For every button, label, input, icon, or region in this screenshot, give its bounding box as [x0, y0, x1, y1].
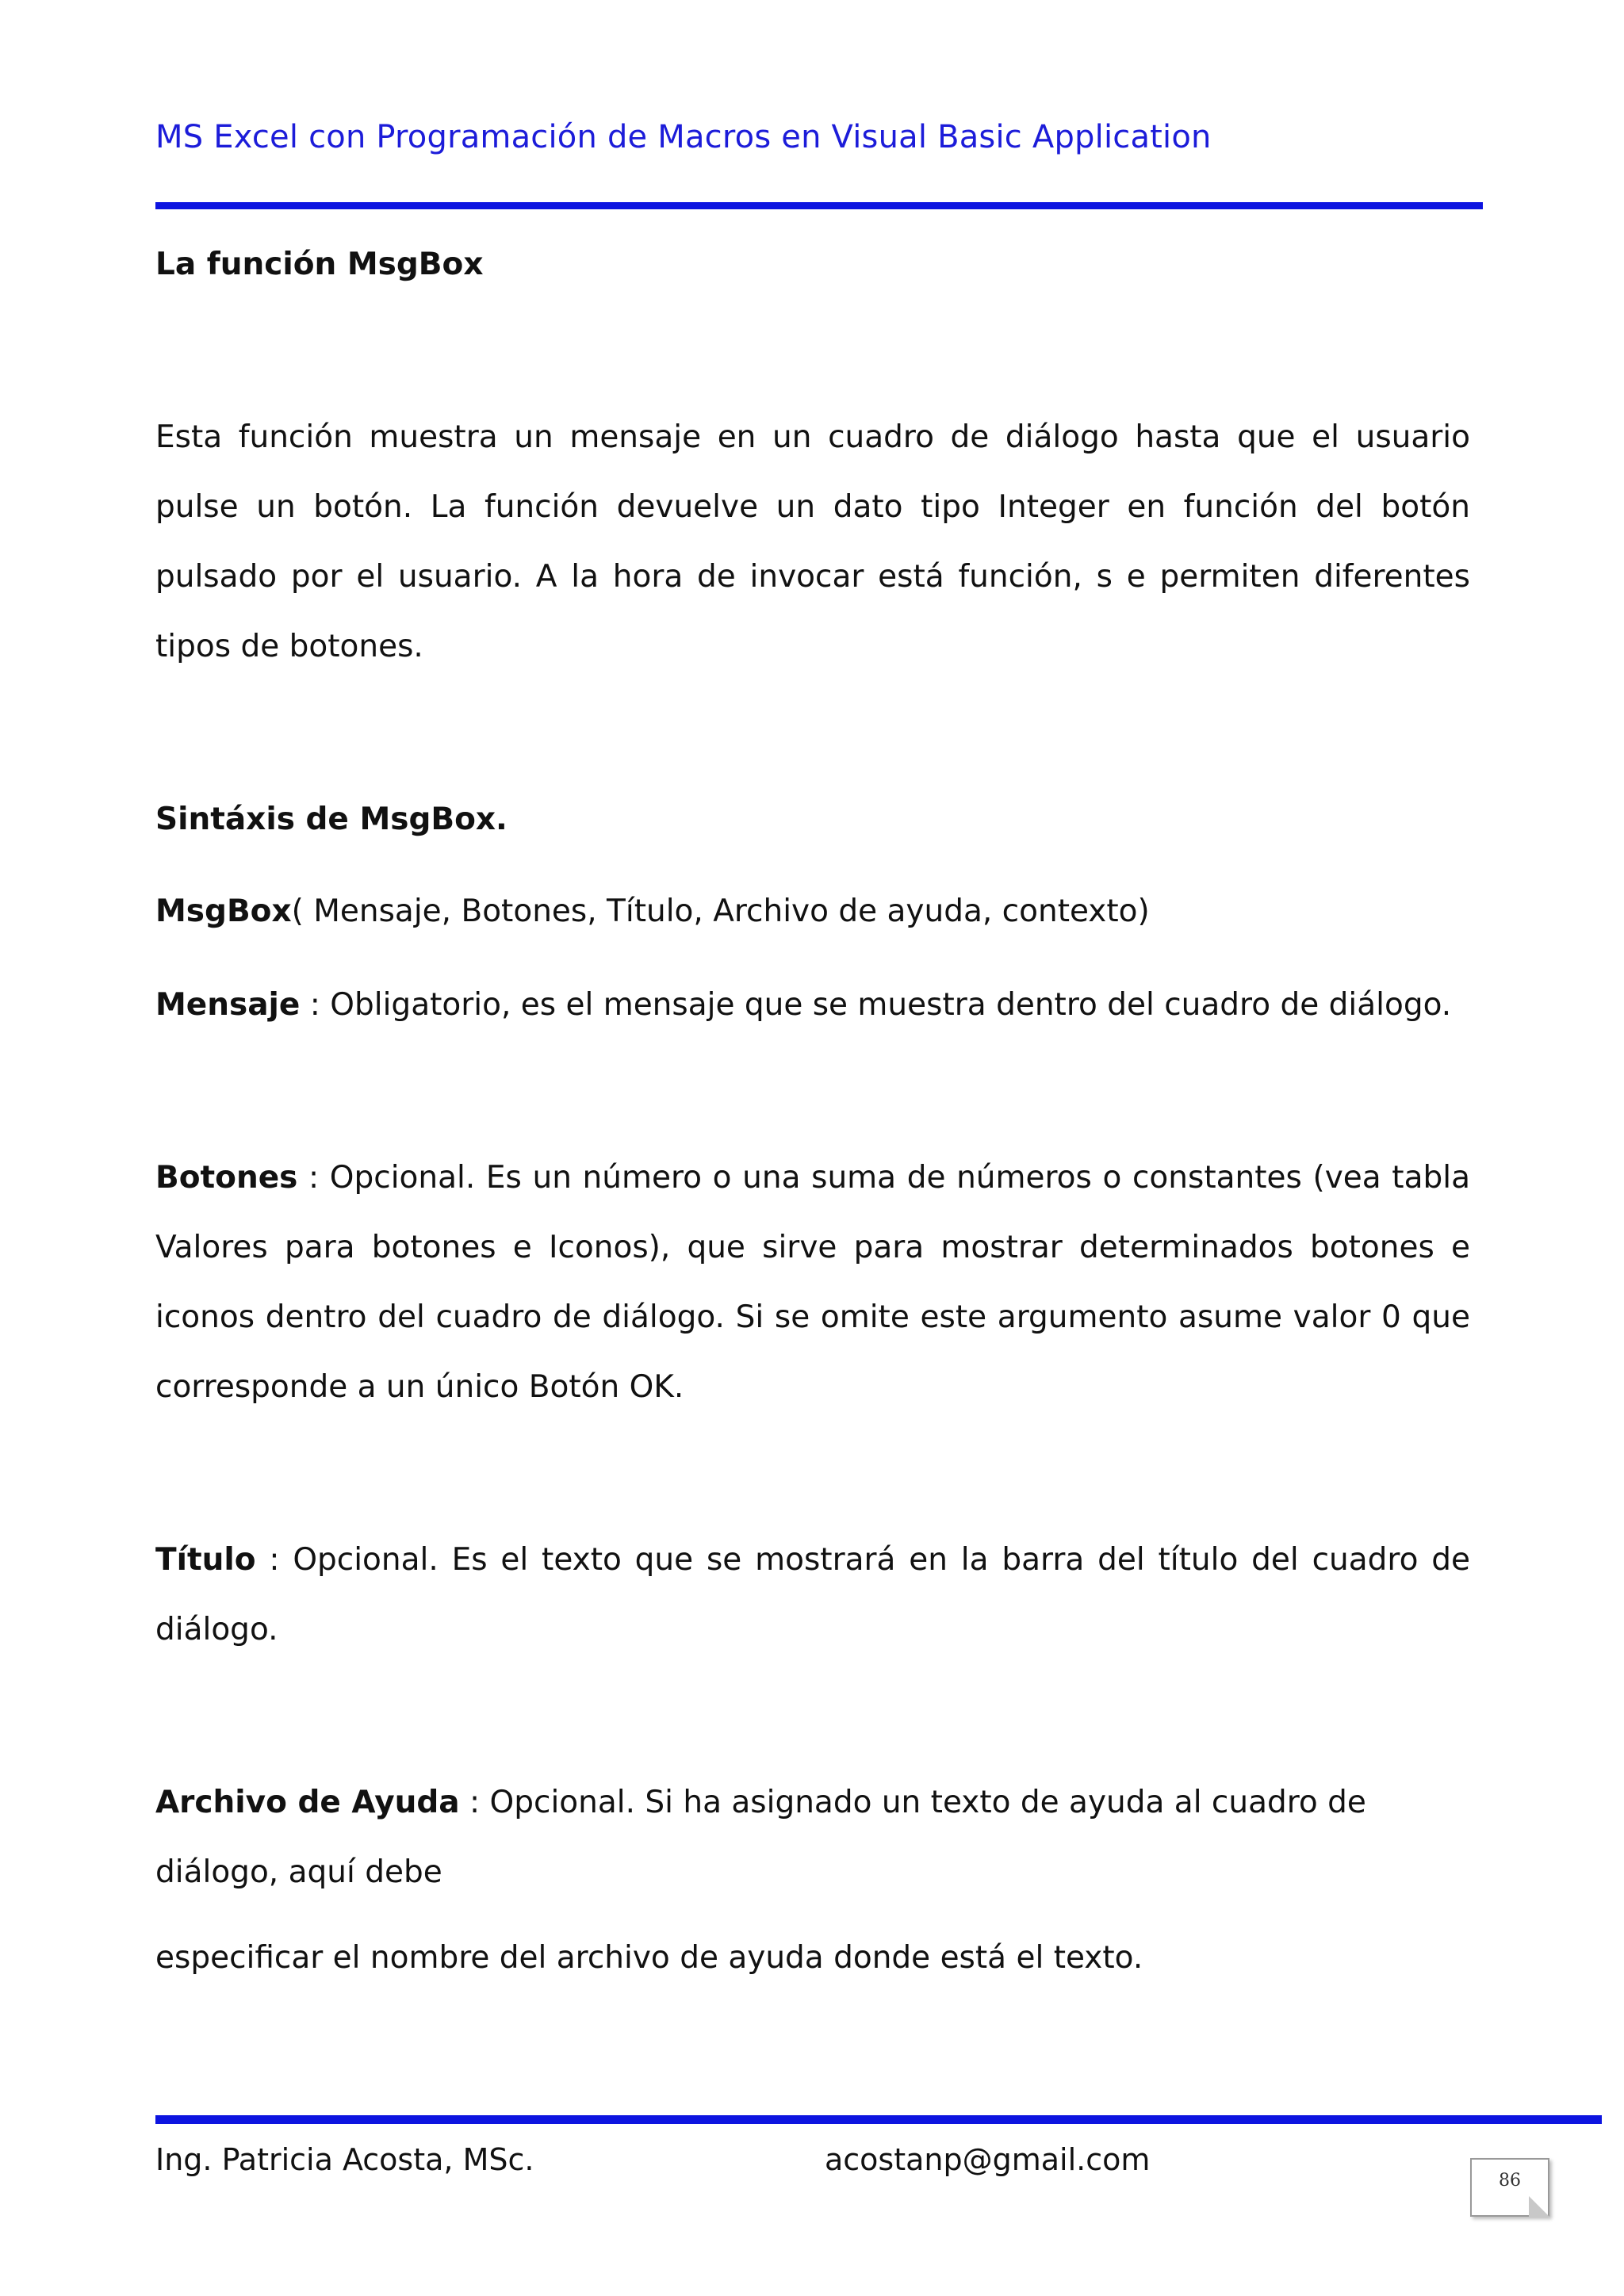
section-title: La función MsgBox	[155, 247, 484, 282]
param-archivo-ayuda	[155, 1768, 1470, 1908]
intro-paragraph: Esta función muestra un mensaje en un cuadro de diálogo hasta que el usuario pulse un botón. La función devuelve un dato tipo Integer en función del botón pulsado por el usuario. A la hora de invocar está función, s e permiten diferentes tipos de botones.	[155, 419, 1470, 664]
syntax-signature	[155, 877, 1470, 947]
param-archivo-ayuda-continuation: especificar el nombre del archivo de ayuda donde está el texto.	[155, 1940, 1143, 1976]
param-name: Mensaje	[155, 987, 301, 1023]
param-titulo	[155, 1525, 1470, 1665]
param-name: Título	[155, 1542, 256, 1578]
page-curl-icon	[1529, 2196, 1549, 2217]
running-header: MS Excel con Programación de Macros en Visual Basic Application	[155, 119, 1212, 155]
syntax-title: Sintáxis de MsgBox.	[155, 802, 508, 837]
footer-email: acostanp@gmail.com	[825, 2142, 1151, 2177]
page-content	[155, 230, 1470, 1993]
footer-rule	[155, 2115, 1602, 2124]
page-number-box	[1470, 2158, 1549, 2217]
param-description: : Opcional. Si ha asignado un texto de ayuda al cuadro de diálogo, aquí debe	[155, 1785, 1366, 1890]
footer-author: Ing. Patricia Acosta, MSc.	[155, 2142, 534, 2177]
param-botones	[155, 1143, 1470, 1422]
header-rule	[155, 202, 1483, 209]
param-description: : Obligatorio, es el mensaje que se muestra dentro del cuadro de diálogo.	[300, 987, 1452, 1023]
param-name: Botones	[155, 1160, 298, 1196]
syntax-function-name: MsgBox	[155, 894, 292, 929]
param-mensaje	[155, 970, 1470, 1040]
page-number: 86	[1499, 2171, 1521, 2191]
param-description: : Opcional. Es el texto que se mostrará en la barra del título del cuadro de diálogo.	[155, 1542, 1470, 1647]
param-description: : Opcional. Es un número o una suma de números o constantes (vea tabla Valores para botones e Iconos), que sirve para mostrar determinados botones e iconos dentro del cuadro de diálogo. Si se omite este argumento asume valor 0 que corresponde a un único Botón OK.	[155, 1160, 1470, 1405]
syntax-arguments: ( Mensaje, Botones, Título, Archivo de ayuda, contexto)	[291, 894, 1150, 929]
param-name: Archivo de Ayuda	[155, 1785, 460, 1820]
